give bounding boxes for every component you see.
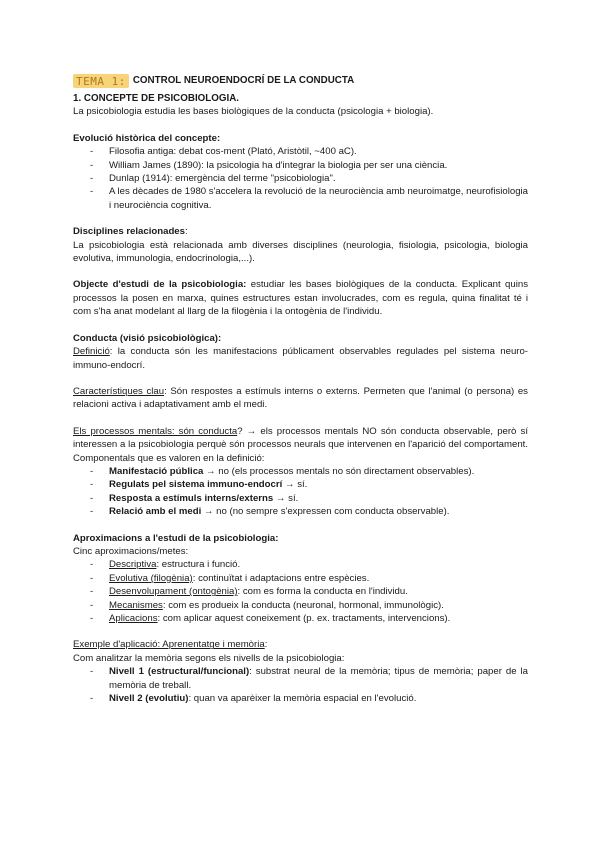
disciplines-heading: Disciplines relacionades: [73, 226, 188, 238]
definicio-paragraph: Definició: la conducta són les manifestacions públicament observables regulades pel sistema neuro-immuno-endocrí. [73, 346, 528, 371]
evolucio-list [73, 145, 528, 212]
section-intro: La psicobiologia estudia les bases biològiques de la conducta (psicologia + biologia). [73, 106, 434, 118]
list-item: - A les dècades de 1980 s'accelera la revolució de la neurociència amb neuroimatge, neurofisiologia i neurociència cognitiva. [90, 185, 528, 212]
list-item: - Dunlap (1914): emergència del terme "psicobiologia". [90, 172, 528, 185]
tema-highlight-tag: TEMA 1: [73, 74, 129, 88]
list-item: - Evolutiva (filogènia): continuïtat i adaptacions entre espècies. [90, 572, 528, 585]
list-item: - Desenvolupament (ontogènia): com es forma la conducta en l'individu. [90, 585, 528, 598]
exemple-intro: Com analitzar la memòria segons els nivells de la psicobiologia: [73, 652, 345, 664]
objecte-paragraph: Objecte d'estudi de la psicobiologia: estudiar les bases biològiques de la conducta. Explicant quins processos la posen en marxa, quines estructures estan involucrades, com es regula, quina finalitat té i com s'ha anat modelant al llarg de la filogènia i la ontogènia de l'individu. [73, 279, 528, 318]
list-item: - Nivell 1 (estructural/funcional): substrat neural de la memòria; tipus de memòria; paper de la memòria de treball. [90, 665, 528, 692]
list-item: - Descriptiva: estructura i funció. [90, 558, 528, 571]
objecte-label: Objecte d'estudi de la psicobiologia: [73, 279, 247, 291]
caracteristiques-label: Característiques clau [73, 385, 165, 397]
list-item: - Regulats pel sistema immuno-endocrí → sí. [90, 478, 528, 491]
list-item: - Filosofia antiga: debat cos-ment (Plató, Aristòtil, ~400 aC). [90, 145, 528, 158]
caracteristiques-paragraph: Característiques clau: Són respostes a estímuls interns o externs. Permeten que l'animal (o persona) es relacioni activa i adaptativament amb el medi. [73, 385, 528, 411]
list-item: - Relació amb el medi → no (no sempre s'expressen com conducta observable). [90, 505, 528, 518]
document-title [73, 72, 528, 90]
aproximacions-list [73, 558, 528, 625]
list-item: - Aplicacions: com aplicar aquest coneixement (p. ex. tractaments, intervencions). [90, 612, 528, 625]
exemple-list [73, 665, 528, 705]
processos-label: Els processos mentals: són conducta [73, 425, 238, 437]
exemple-heading: Exemple d'aplicació: Aprenentatge i memòria: [73, 639, 268, 651]
list-item: - William James (1890): la psicologia ha d'integrar la biologia per ser una ciència. [90, 159, 528, 172]
disciplines-text: La psicobiologia està relacionada amb diverses disciplines (neurologia, fisiologia, psicologia, biologia evolutiva, immunologia, endocrinologia,...). [73, 239, 528, 265]
definicio-label: Definició [73, 346, 110, 358]
conducta-heading: Conducta (visió psicobiològica): [73, 332, 222, 344]
list-item: - Resposta a estímuls interns/externs → sí. [90, 492, 528, 505]
processos-paragraph: Els processos mentals: són conducta? → els processos mentals NO són conducta observable, però sí interessen a la psicobiologia perquè són processos neurals que intervenen en l'aparició del comportament. Componentals que es valoren en la definició: [73, 425, 528, 464]
list-item: - Nivell 2 (evolutiu): quan va aparèixer la memòria espacial en l'evolució. [90, 692, 528, 705]
evolucio-heading: Evolució històrica del concepte: [73, 132, 221, 144]
list-item: - Mecanismes: com es produeix la conducta (neuronal, hormonal, immunològic). [90, 599, 528, 612]
aproximacions-intro: Cinc aproximacions/metes: [73, 545, 189, 557]
aproximacions-heading: Aproximacions a l'estudi de la psicobiologia: [73, 532, 279, 544]
list-item: - Manifestació pública → no (els processos mentals no són directament observables). [90, 465, 528, 478]
processos-list [73, 465, 528, 519]
title-text: CONTROL NEUROENDOCRÍ DE LA CONDUCTA [132, 75, 355, 87]
section-heading: 1. CONCEPTE DE PSICOBIOLOGIA. [73, 93, 240, 104]
